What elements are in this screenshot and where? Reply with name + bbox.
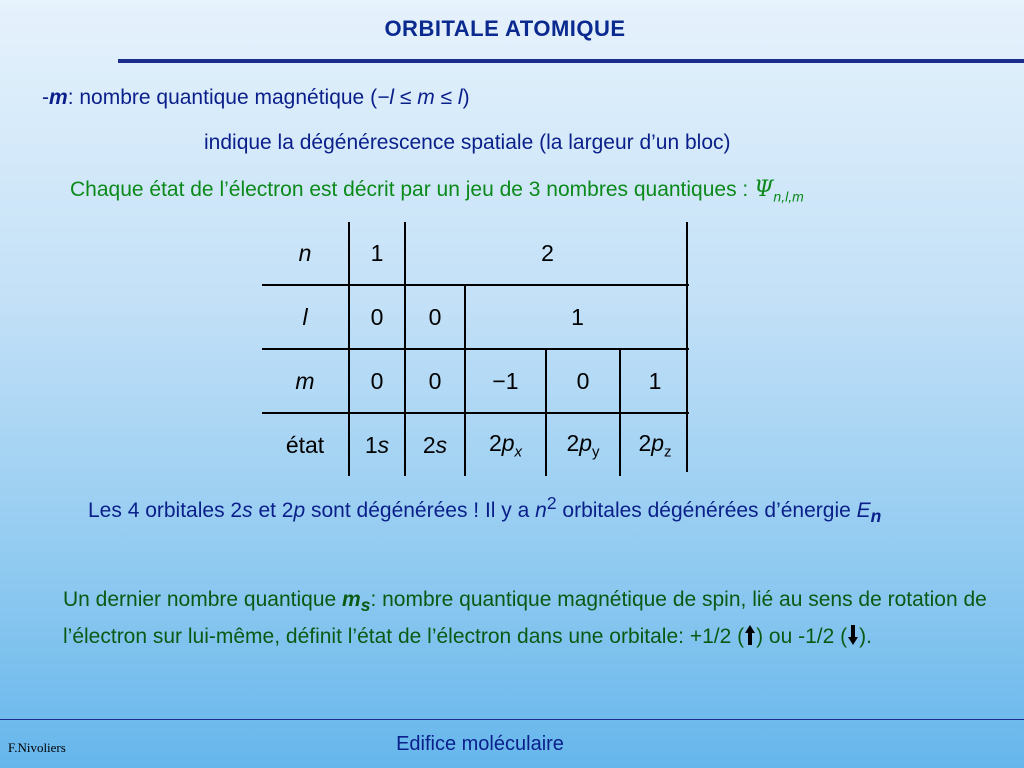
- table-cell: 0: [405, 285, 465, 349]
- row-label-m: [262, 349, 349, 413]
- text: sont dégénérées ! Il y a: [305, 499, 536, 522]
- label-text: n: [298, 239, 312, 266]
- orbital-letter: p: [579, 429, 593, 456]
- orbital-number: 2: [638, 429, 652, 456]
- row-label-l: [262, 285, 349, 349]
- line-prefix: -: [42, 86, 49, 109]
- m-variable: m: [417, 86, 435, 109]
- table-cell: [620, 413, 689, 476]
- m-symbol: m: [49, 86, 68, 109]
- orbital-subscript: z: [664, 443, 672, 461]
- arrow-up-icon: [744, 624, 756, 646]
- orbital-subscript: x: [514, 443, 523, 461]
- text: ) ou -1/2 (: [756, 625, 848, 649]
- exponent: 2: [546, 493, 557, 513]
- table-cell: −1: [465, 349, 546, 413]
- table-cell: 0: [405, 349, 465, 413]
- orbital-letter: p: [651, 429, 665, 456]
- orbital-number: 2: [488, 429, 502, 456]
- minus-l: −l: [377, 86, 394, 109]
- label-text: l: [302, 303, 308, 330]
- close-paren: ): [462, 86, 470, 109]
- footer-subject: Edifice moléculaire: [396, 733, 564, 755]
- degenerate-orbitals-paragraph: [88, 488, 978, 532]
- le-symbol: ≤: [394, 86, 418, 109]
- state-description-line: [70, 177, 804, 204]
- table-cell: 1: [620, 349, 689, 413]
- orbital-letter: s: [377, 431, 390, 458]
- slide-title: ORBITALE ATOMIQUE: [384, 16, 626, 41]
- footer-author: F.Nivoliers: [8, 740, 66, 755]
- orbital-letter: p: [501, 429, 515, 456]
- state-text: Chaque état de l’électron est décrit par un jeu de 3 nombres quantiques :: [70, 178, 755, 201]
- text: et 2: [252, 499, 294, 522]
- label-text: m: [295, 367, 315, 394]
- m-description: : nombre quantique magnétique (: [67, 86, 378, 109]
- table-cell: 1: [465, 285, 689, 349]
- table-right-border: [686, 222, 688, 472]
- title-underline: [118, 59, 1024, 63]
- orbital-number: 1: [364, 431, 378, 458]
- text: : nombre quantique magnétique de spin, lié au sens de rotation de l’électron sur lui-même, définit l’état de l’électron dans une orbitale: +1/2 (: [63, 588, 987, 649]
- table-row-etat: [262, 413, 689, 476]
- orbital-number: 2: [566, 429, 580, 456]
- psi-symbol: [754, 177, 804, 205]
- ms-subscript: s: [360, 595, 371, 616]
- l-variable: l: [457, 86, 463, 109]
- degeneracy-line: indique la dégénérescence spatiale (la largeur d’un bloc): [204, 131, 731, 154]
- row-label-n: [262, 222, 349, 285]
- text: orbitales dégénérées d’énergie: [556, 499, 857, 522]
- psi-letter: Ψ: [754, 177, 774, 202]
- orbital-letter: s: [242, 499, 253, 522]
- text: Les 4 orbitales 2: [88, 499, 243, 522]
- le-symbol: ≤: [434, 86, 458, 109]
- psi-subscript: n,l,m: [773, 188, 804, 205]
- table-row-n: [262, 222, 689, 285]
- quantum-numbers-table: [262, 222, 689, 476]
- orbital-letter: s: [435, 431, 448, 458]
- orbital-number: 2: [422, 431, 436, 458]
- orbital-subscript: y: [592, 443, 600, 461]
- text: ).: [859, 625, 872, 649]
- ms-symbol: m: [342, 588, 361, 611]
- table-row-l: [262, 285, 689, 349]
- magnetic-quantum-number-line: [42, 86, 470, 110]
- table-cell: [465, 413, 546, 476]
- table-cell: 2: [405, 222, 689, 285]
- table-cell: [546, 413, 620, 476]
- table-cell: [405, 413, 465, 476]
- n-variable: n: [535, 499, 547, 522]
- energy-symbol: E: [856, 499, 871, 522]
- table-cell: 1: [349, 222, 405, 285]
- spin-quantum-number-paragraph: [63, 584, 1003, 652]
- orbital-letter: p: [293, 499, 306, 522]
- table-cell: 0: [349, 349, 405, 413]
- table-cell: 0: [349, 285, 405, 349]
- footer-divider: [0, 719, 1024, 720]
- row-label-etat: état: [262, 413, 349, 476]
- arrow-down-icon: [847, 624, 859, 646]
- text: Un dernier nombre quantique: [63, 588, 343, 611]
- table-cell: [349, 413, 405, 476]
- table-row-m: [262, 349, 689, 413]
- table-cell: 0: [546, 349, 620, 413]
- energy-subscript: n: [870, 506, 882, 527]
